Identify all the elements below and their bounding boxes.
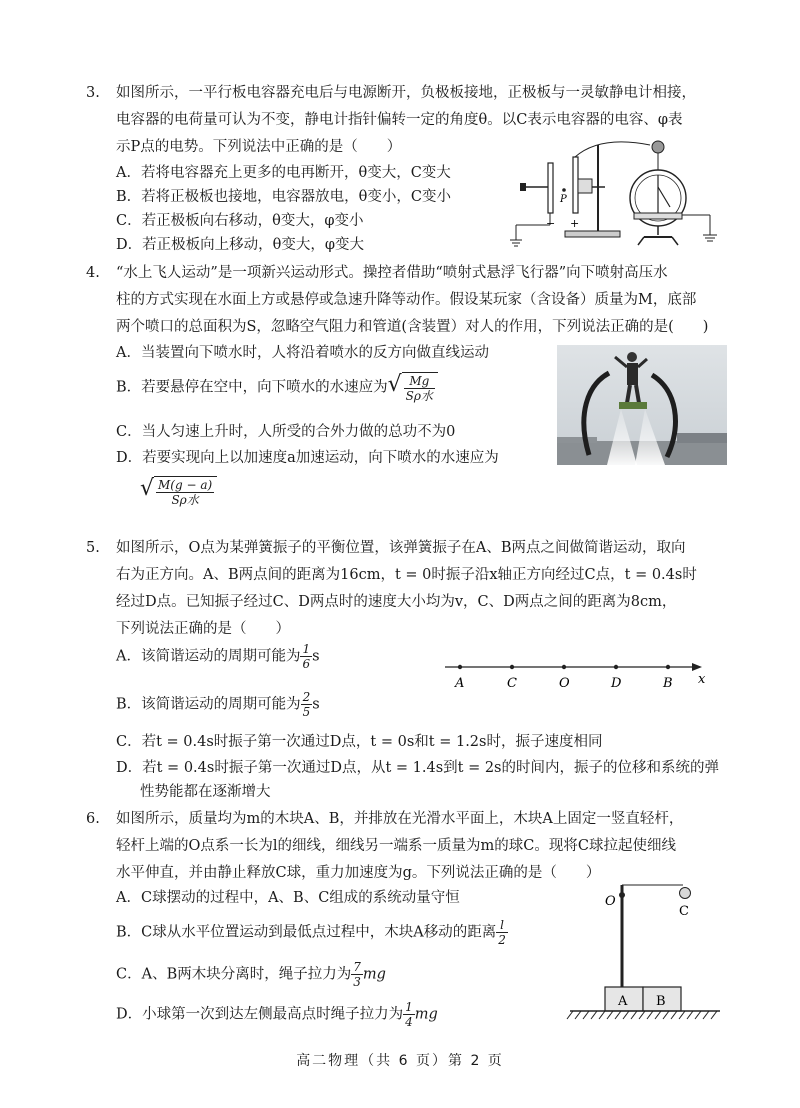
axis-label-c: C — [507, 676, 517, 691]
oscillator-axis-figure — [440, 655, 720, 695]
question-line: 示P点的电势。下列说法中正确的是（ ） — [116, 139, 402, 155]
jetpack-photo — [557, 345, 727, 465]
fraction-denominator: 3 — [353, 975, 361, 989]
question-5 — [86, 535, 726, 643]
sqrt-expression: √ $\frac{M(g - a)}{\text{Sρ水}}$ — [140, 476, 217, 507]
question-number: 6. — [86, 811, 100, 827]
unit: mg — [414, 1006, 438, 1023]
fraction-denominator: Sρ水 — [171, 493, 199, 507]
option-d[interactable]: D．若t = 0.4s时振子第一次通过D点，从t = 1.4s到t = 2s的时间内，振子的位移和系统的弹 — [116, 760, 720, 776]
question-number: 5. — [86, 540, 100, 556]
option-c[interactable]: C．若正极板向右移动，θ变大，φ变小 — [116, 213, 364, 229]
question-4 — [86, 260, 726, 341]
block-a-label: A — [618, 994, 628, 1009]
fraction-numerator: l — [496, 918, 508, 933]
option-a[interactable]: A．C球摆动的过程中，A、B、C组成的系统动量守恒 — [116, 890, 460, 906]
sqrt-expression: √ $\frac{Mg}{\text{Sρ水}}$ — [388, 372, 438, 403]
option-b[interactable] — [116, 918, 508, 947]
option-c-text: C．A、B两木块分离时，绳子拉力为 — [116, 966, 352, 983]
blocks-pendulum-figure — [565, 875, 725, 1025]
question-line: 如图所示，质量均为m的木块A、B，并排放在光滑水平面上，木块A上固定一竖直轻杆， — [116, 811, 684, 827]
question-line: 下列说法正确的是（ ） — [116, 621, 290, 637]
question-number: 3. — [86, 85, 100, 101]
fraction-denominator: Sρ水 — [405, 389, 433, 403]
fraction-denominator: 5 — [302, 705, 311, 719]
minus-label: − — [546, 217, 556, 230]
unit: s — [312, 696, 320, 713]
page-footer: 高二物理（共 6 页）第 2 页 — [296, 1053, 504, 1069]
question-line: 经过D点。已知振子经过C、D两点时的速度大小均为v，C、D两点之间的距离为8cm， — [116, 594, 677, 610]
axis-label-o: O — [559, 676, 570, 691]
question-number: 4. — [86, 265, 100, 281]
option-a-text: A．该简谐运动的周期可能为 — [116, 648, 301, 665]
option-c[interactable]: C．当人匀速上升时，人所受的合外力做的总功不为0 — [116, 424, 456, 440]
fraction-numerator: 1 — [405, 1000, 413, 1014]
option-c[interactable]: C．若t = 0.4s时振子第一次通过D点，t = 0s和t = 1.2s时，振子速度相同 — [116, 734, 603, 750]
capacitor-electrometer-figure — [510, 135, 725, 250]
fraction-numerator: Mg — [404, 374, 435, 389]
axis-label-a: A — [455, 676, 465, 691]
option-d[interactable]: D．若正极板向上移动，θ变大，φ变大 — [116, 237, 365, 253]
plus-label: + — [570, 217, 580, 230]
option-c[interactable] — [116, 960, 386, 989]
question-line: 两个喷口的总面积为S，忽略空气阻力和管道(含装置）对人的作用，下列说法正确的是( ) — [116, 319, 709, 335]
fraction-denominator: 2 — [498, 933, 506, 947]
ball-c-label: C — [679, 904, 689, 919]
fraction-numerator: M(g − a) — [158, 478, 213, 492]
unit: mg — [362, 966, 386, 983]
question-line: “水上飞人运动”是一项新兴运动形式。操控者借助“喷射式悬浮飞行器”向下喷射高压水 — [116, 265, 668, 281]
axis-label-b: B — [663, 676, 673, 691]
fraction-numerator: 1 — [302, 642, 311, 656]
fraction-denominator: 6 — [302, 657, 311, 671]
axis-label-x: x — [698, 672, 706, 687]
fraction-numerator: 2 — [302, 690, 311, 704]
option-d-continued: 性势能都在逐渐增大 — [140, 784, 271, 800]
question-line: 柱的方式实现在水面上方或悬停或急速升降等动作。假设某玩家（含设备）质量为M，底部 — [116, 292, 697, 308]
unit: s — [312, 648, 320, 665]
option-d-text: D．小球第一次到达左侧最高点时绳子拉力为 — [116, 1006, 404, 1023]
fraction-denominator: 4 — [405, 1015, 413, 1029]
question-line: 右为正方向。A、B两点间的距离为16cm，t = 0时振子沿x轴正方向经过C点，t = 0.4s时 — [116, 567, 697, 583]
option-b-text: B．若要悬停在空中，向下喷水的水速应为 — [116, 379, 388, 396]
option-a[interactable]: A．若将电容器充上更多的电再断开，θ变大，C变大 — [116, 165, 451, 181]
question-line: 电容器的电荷量可认为不变，静电计指针偏转一定的角度θ。以C表示电容器的电容、φ表 — [116, 112, 683, 128]
option-d[interactable] — [116, 1000, 438, 1029]
point-o-label: O — [605, 894, 616, 909]
question-line: 如图所示，O点为某弹簧振子的平衡位置，该弹簧振子在A、B两点之间做简谐运动，取向 — [116, 540, 686, 556]
option-d[interactable]: D．若要实现向上以加速度a加速运动，向下喷水的水速应为 — [116, 450, 499, 466]
option-a[interactable]: A．当装置向下喷水时，人将沿着喷水的反方向做直线运动 — [116, 345, 489, 361]
option-a[interactable] — [116, 642, 320, 671]
option-b-text: B．C球从水平位置运动到最低点过程中，木块A移动的距离 — [116, 924, 497, 941]
block-b-label: B — [656, 994, 666, 1009]
question-line: 水平伸直，并由静止释放C球，重力加速度为g。下列说法正确的是（ ） — [116, 865, 601, 881]
option-b-text: B．该简谐运动的周期可能为 — [116, 696, 301, 713]
fraction-numerator: 7 — [353, 960, 361, 974]
option-b[interactable] — [116, 690, 320, 719]
option-d-formula — [140, 476, 217, 507]
option-b[interactable] — [116, 372, 438, 403]
question-line: 轻杆上端的O点系一长为l的细线，细线另一端系一质量为m的球C。现将C球拉起使细线 — [116, 838, 676, 854]
question-line: 如图所示，一平行板电容器充电后与电源断开，负极板接地，正极板与一灵敏静电计相接， — [116, 85, 696, 101]
point-p-label: P — [560, 194, 567, 205]
axis-label-d: D — [611, 676, 622, 691]
option-b[interactable]: B．若将正极板也接地，电容器放电，θ变小，C变小 — [116, 189, 451, 205]
